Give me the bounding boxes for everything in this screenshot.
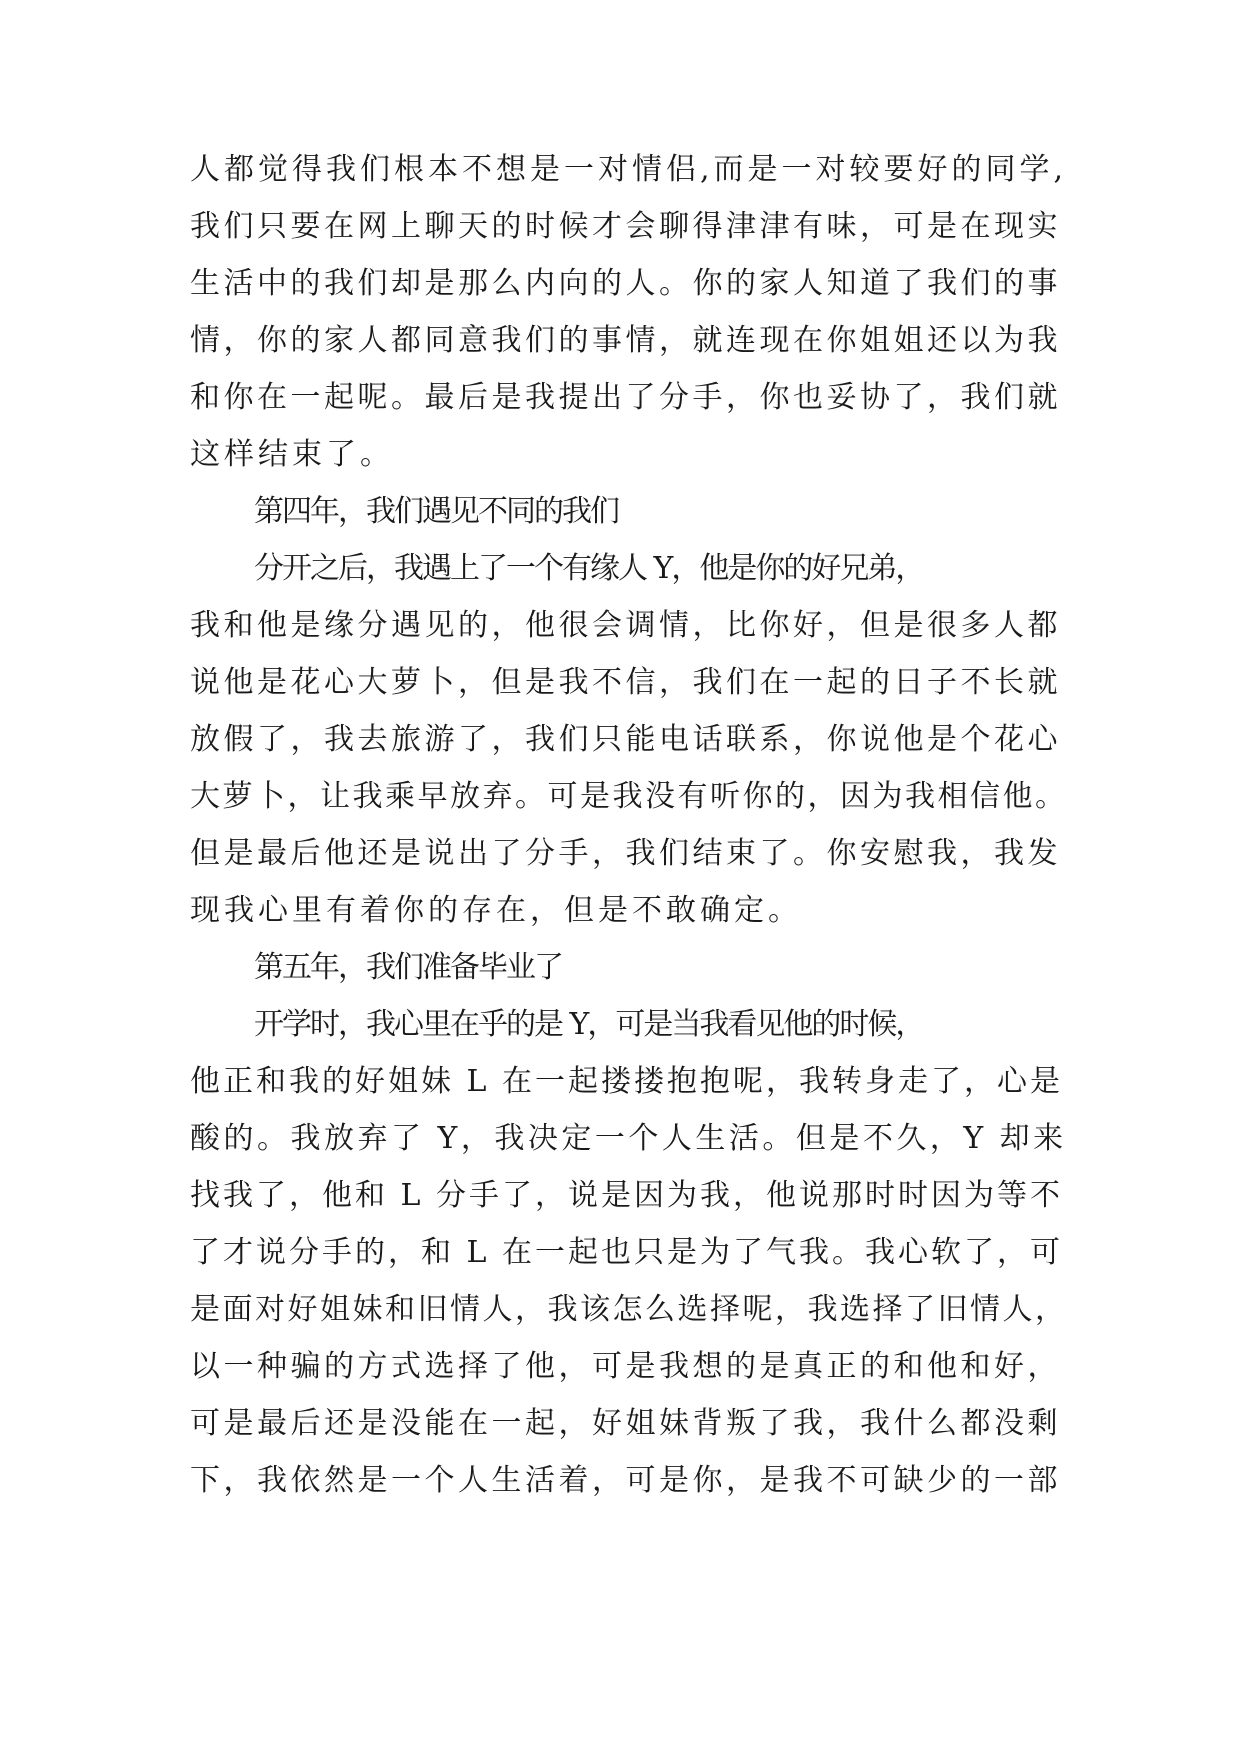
text-line: 我们只要在网上聊天的时候才会聊得津津有味，可是在现实 [190,209,1061,244]
text-line: 酸的。我放弃了 Y，我决定一个人生活。但是不久，Y 却来 [190,1121,1067,1156]
text-line: 下，我依然是一个人生活着，可是你，是我不可缺少的一部 [190,1463,1061,1498]
text-line: 情，你的家人都同意我们的事情，就连现在你姐姐还以为我 [190,323,1061,358]
text-line: 找我了，他和 L 分手了，说是因为我，他说那时时因为等不 [190,1178,1063,1213]
text-line: 这样结束了。 [190,437,394,472]
text-line: 生活中的我们却是那么内向的人。你的家人知道了我们的事 [190,266,1061,301]
text-line: 他正和我的好姐妹 L 在一起搂搂抱抱呢，我转身走了，心是 [190,1064,1063,1099]
text-line: 了才说分手的，和 L 在一起也只是为了气我。我心软了，可 [190,1235,1063,1270]
text-line: 我和他是缘分遇见的，他很会调情，比你好，但是很多人都 [190,608,1061,643]
text-line: 但是最后他还是说出了分手，我们结束了。你安慰我，我发 [190,836,1061,871]
text-line: 以一种骗的方式选择了他，可是我想的是真正的和他和好， [190,1349,1061,1384]
text-line: 和你在一起呢。最后是我提出了分手，你也妥协了，我们就 [190,380,1061,415]
text-line: 分开之后，我遇上了一个有缘人 Y，他是你的好兄弟， [254,551,924,586]
section-heading: 第四年，我们遇见不同的我们 [254,494,618,529]
text-line: 可是最后还是没能在一起，好姐妹背叛了我，我什么都没剩 [190,1406,1061,1441]
text-line: 人都觉得我们根本不想是一对情侣,而是一对较要好的同学, [190,152,1068,187]
section-heading: 第五年，我们准备毕业了 [254,950,562,985]
text-line: 大萝卜，让我乘早放弃。可是我没有听你的，因为我相信他。 [190,779,1068,814]
text-line: 现我心里有着你的存在，但是不敢确定。 [190,893,802,928]
text-line: 放假了，我去旅游了，我们只能电话联系，你说他是个花心 [190,722,1061,757]
text-line: 说他是花心大萝卜，但是我不信，我们在一起的日子不长就 [190,665,1061,700]
text-line: 是面对好姐妹和旧情人，我该怎么选择呢，我选择了旧情人， [190,1292,1068,1327]
text-line: 开学时，我心里在乎的是 Y，可是当我看见他的时候， [254,1007,924,1042]
